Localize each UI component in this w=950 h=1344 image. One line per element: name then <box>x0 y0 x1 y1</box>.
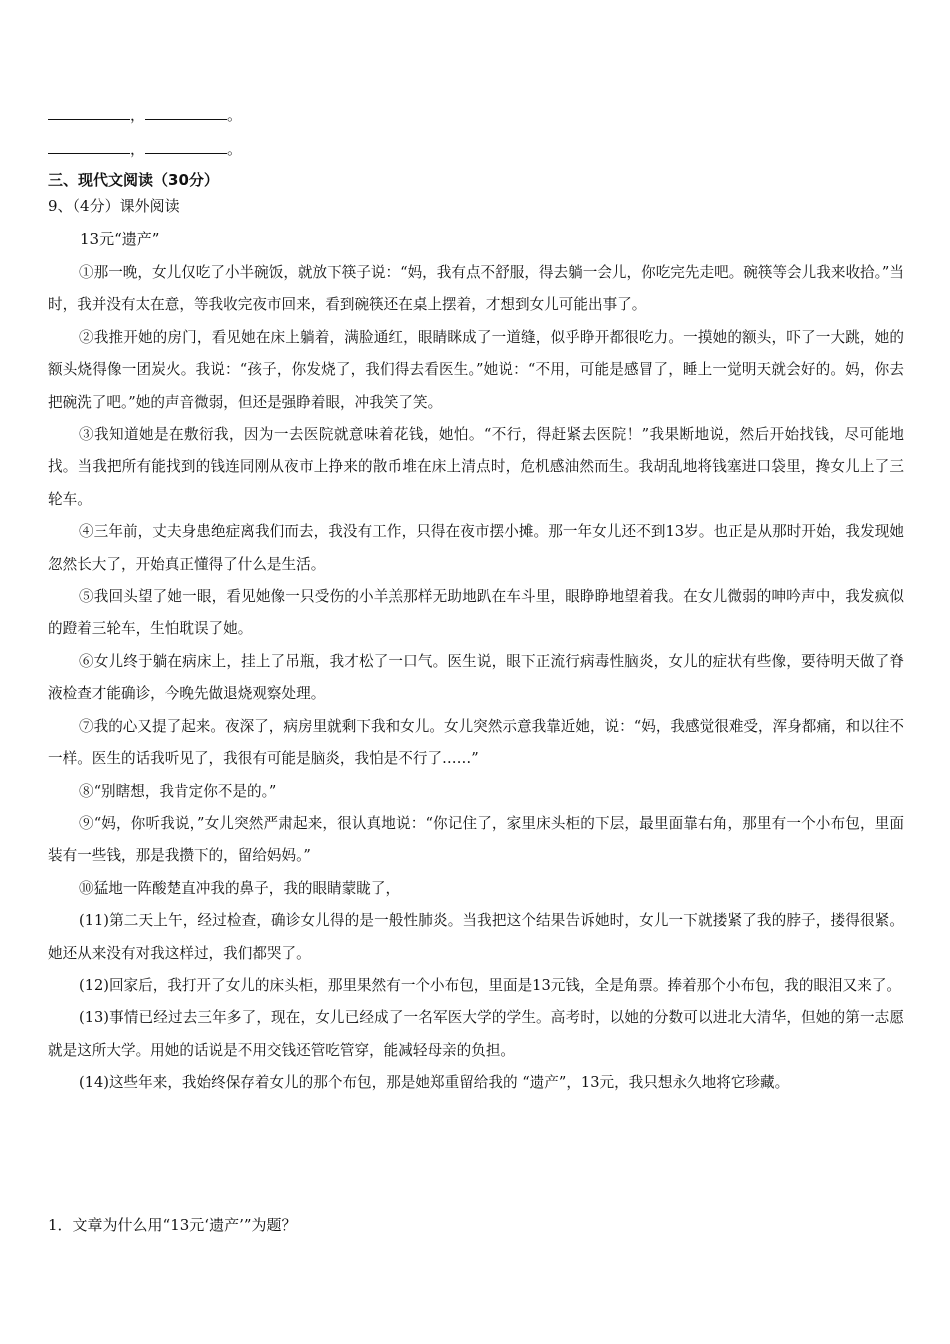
answer-separator: ， <box>130 106 146 124</box>
sub-question-1: 1．文章为什么用“13元‘遗产’”为题？ <box>48 1216 297 1234</box>
answer-line-1 <box>48 105 242 125</box>
paragraph: ⑩猛地一阵酸楚直冲我的鼻子，我的眼睛蒙眬了， <box>79 879 401 897</box>
article-body <box>48 257 904 1100</box>
paragraph: ③我知道她是在敷衍我，因为一去医院就意味着花钱，她怕。“不行，得赶紧去医院！”我果断地说，然后开始找钱，尽可能地找。当我把所有能找到的钱连同刚从夜市上挣来的散币堆在床上清点时，危机感油然而生。我胡乱地将钱塞进口袋里，搀女儿上了三轮车。 <box>48 426 904 508</box>
answer-blank[interactable] <box>145 107 227 120</box>
answer-line-2 <box>48 139 242 159</box>
paragraph: ⑥女儿终于躺在病床上，挂上了吊瓶，我才松了一口气。医生说，眼下正流行病毒性脑炎，女儿的症状有些像，要待明天做了脊液检查才能确诊，今晚先做退烧观察处理。 <box>48 652 904 703</box>
question-heading: 9、（4分）课外阅读 <box>48 197 180 215</box>
answer-separator: ， <box>130 140 146 158</box>
paragraph: ①那一晚，女儿仅吃了小半碗饭，就放下筷子说：“妈，我有点不舒服，得去躺一会儿，你吃完先走吧。碗筷等会儿我来收拾。”当时，我并没有太在意，等我收完夜市回来，看到碗筷还在桌上摆着，才想到女儿可能出事了。 <box>48 264 904 314</box>
paragraph: ⑧“别瞎想，我肯定你不是的。” <box>79 782 277 800</box>
answer-blank[interactable] <box>145 141 227 154</box>
paragraph: (11)第二天上午，经过检查，确诊女儿得的是一般性肺炎。当我把这个结果告诉她时，女儿一下就搂紧了我的脖子，搂得很紧。她还从来没有对我这样过，我们都哭了。 <box>48 912 904 962</box>
article-title: 13元“遗产” <box>80 230 160 248</box>
paragraph: ④三年前，丈夫身患绝症离我们而去，我没有工作，只得在夜市摆小摊。那一年女儿还不到13岁。也正是从那时开始，我发现她忽然长大了，开始真正懂得了什么是生活。 <box>48 523 904 573</box>
paragraph: (12)回家后，我打开了女儿的床头柜，那里果然有一个小布包，里面是13元钱，全是角票。捧着那个小布包，我的眼泪又来了。 <box>79 976 902 994</box>
paragraph: ⑦我的心又提了起来。夜深了，病房里就剩下我和女儿。女儿突然示意我靠近她，说：“妈，我感觉很难受，浑身都痛，和以往不一样。医生的话我听见了，我很有可能是脑炎，我怕是不行了……” <box>48 717 904 768</box>
answer-blank[interactable] <box>48 141 130 154</box>
section-title: 三、现代文阅读（30分） <box>48 171 219 189</box>
answer-end-mark: 。 <box>227 106 243 124</box>
paragraph: ②我推开她的房门，看见她在床上躺着，满脸通红，眼睛眯成了一道缝，似乎睁开都很吃力。一摸她的额头，吓了一大跳，她的额头烧得像一团炭火。我说：“孩子，你发烧了，我们得去看医生。”她说：“不用，可能是感冒了，睡上一觉明天就会好的。妈，你去把碗洗了吧。”她的声音微弱，但还是强睁着眼，冲我笑了笑。 <box>48 328 904 411</box>
paragraph: (14)这些年来，我始终保存着女儿的那个布包，那是她郑重留给我的 “遗产”，13元，我只想永久地将它珍藏。 <box>79 1074 790 1092</box>
answer-blank[interactable] <box>48 107 130 120</box>
paragraph: ⑤我回头望了她一眼，看见她像一只受伤的小羊羔那样无助地趴在车斗里，眼睁睁地望着我。在女儿微弱的呻吟声中，我发疯似的蹬着三轮车，生怕耽误了她。 <box>48 588 904 638</box>
answer-end-mark: 。 <box>227 140 243 158</box>
paragraph: ⑨“妈，你听我说，”女儿突然严肃起来，很认真地说：“你记住了，家里床头柜的下层，最里面靠右角，那里有一个小布包，里面装有一些钱，那是我攒下的，留给妈妈。” <box>48 814 904 865</box>
paragraph: (13)事情已经过去三年多了，现在，女儿已经成了一名军医大学的学生。高考时，以她的分数可以进北大清华，但她的第一志愿就是这所大学。用她的话说是不用交钱还管吃管穿，能减轻母亲的负担。 <box>48 1009 904 1059</box>
